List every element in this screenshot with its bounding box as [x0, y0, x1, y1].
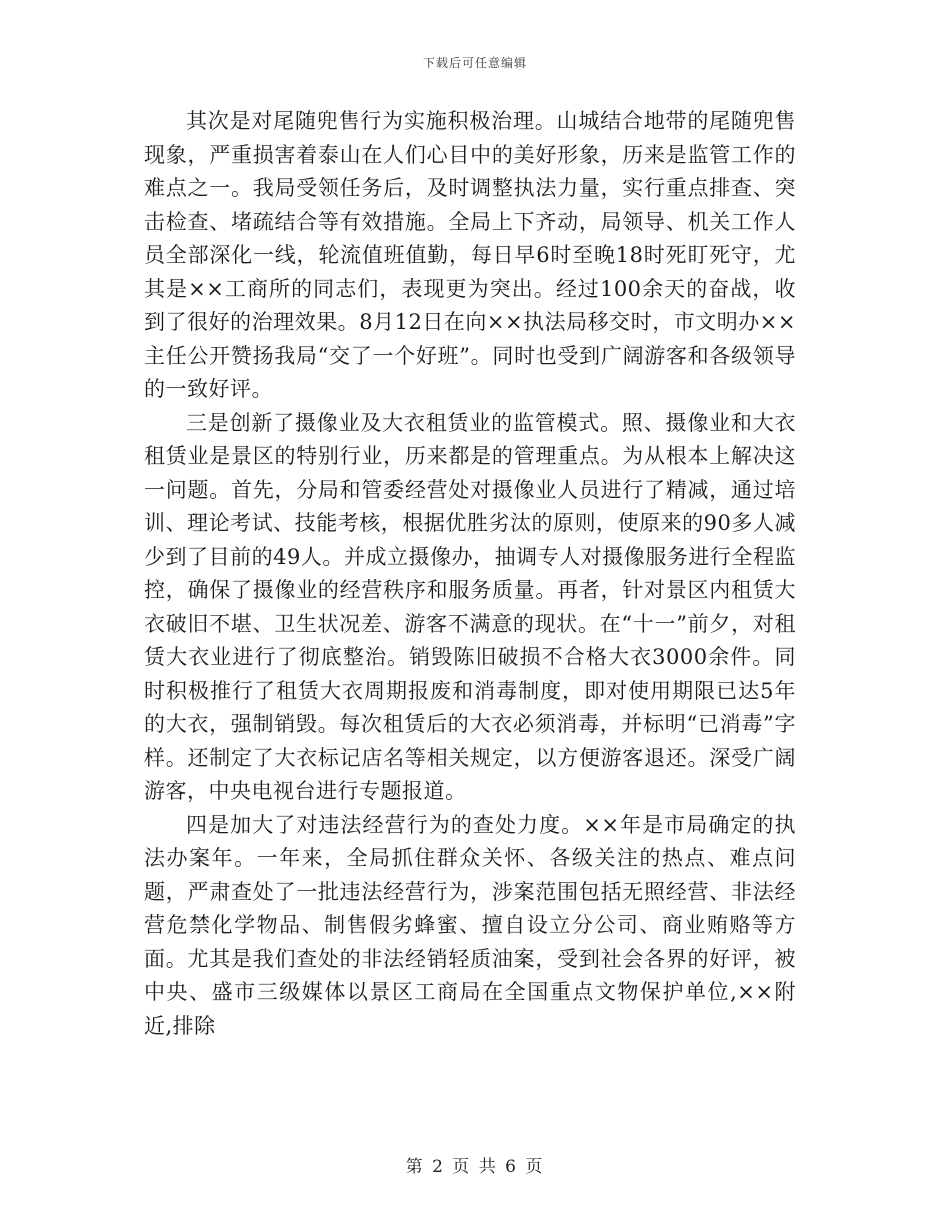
page-number-footer: 第 2 页 共 6 页: [405, 1157, 545, 1177]
document-body: [144, 105, 796, 1043]
paragraph-3: 四是加大了对违法经营行为的查处力度。××年是市局确定的执法办案年。一年来，全局抓住群众关怀、各级关注的热点、难点问题，严肃查处了一批违法经营行为，涉案范围包括无照经营、非法经营危禁化学物品、制售假劣蜂蜜、擅自设立分公司、商业贿赂等方面。尤其是我们查处的非法经销轻质油案，受到社会各界的好评，被中央、盛市三级媒体以景区工商局在全国重点文物保护单位,××附近,排除: [144, 812, 796, 1038]
page-header: 下载后可任意编辑: [422, 56, 527, 70]
paragraph-2: 三是创新了摄像业及大衣租赁业的监管模式。照、摄像业和大衣租赁业是景区的特别行业，历来都是的管理重点。为从根本上解决这一问题。首先，分局和管委经营处对摄像业人员进行了精减，通过培训、理论考试、技能考核，根据优胜劣汰的原则，使原来的90多人减少到了目前的49人。并成立摄像办，抽调专人对摄像服务进行全程监控，确保了摄像业的经营秩序和服务质量。再者，针对景区内租赁大衣破旧不堪、卫生状况差、游客不满意的现状。在“十一”前夕，对租赁大衣业进行了彻底整治。销毁陈旧破损不合格大衣3000余件。同时积极推行了租赁大衣周期报废和消毒制度，即对使用期限已达5年的大衣，强制销毁。每次租赁后的大衣必须消毒，并标明“已消毒”字样。还制定了大衣标记店名等相关规定，以方便游客退还。深受广阔游客，中央电视台进行专题报道。: [144, 410, 796, 803]
paragraph-1: 其次是对尾随兜售行为实施积极治理。山城结合地带的尾随兜售现象，严重损害着泰山在人们心目中的美好形象，历来是监管工作的难点之一。我局受领任务后，及时调整执法力量，实行重点排查、突击检查、堵疏结合等有效措施。全局上下齐动，局领导、机关工作人员全部深化一线，轮流值班值勤，每日早6时至晚18时死盯死守，尤其是××工商所的同志们，表现更为突出。经过100余天的奋战，收到了很好的治理效果。8月12日在向××执法局移交时，市文明办××主任公开赞扬我局“交了一个好班”。同时也受到广阔游客和各级领导的一致好评。: [144, 109, 796, 401]
